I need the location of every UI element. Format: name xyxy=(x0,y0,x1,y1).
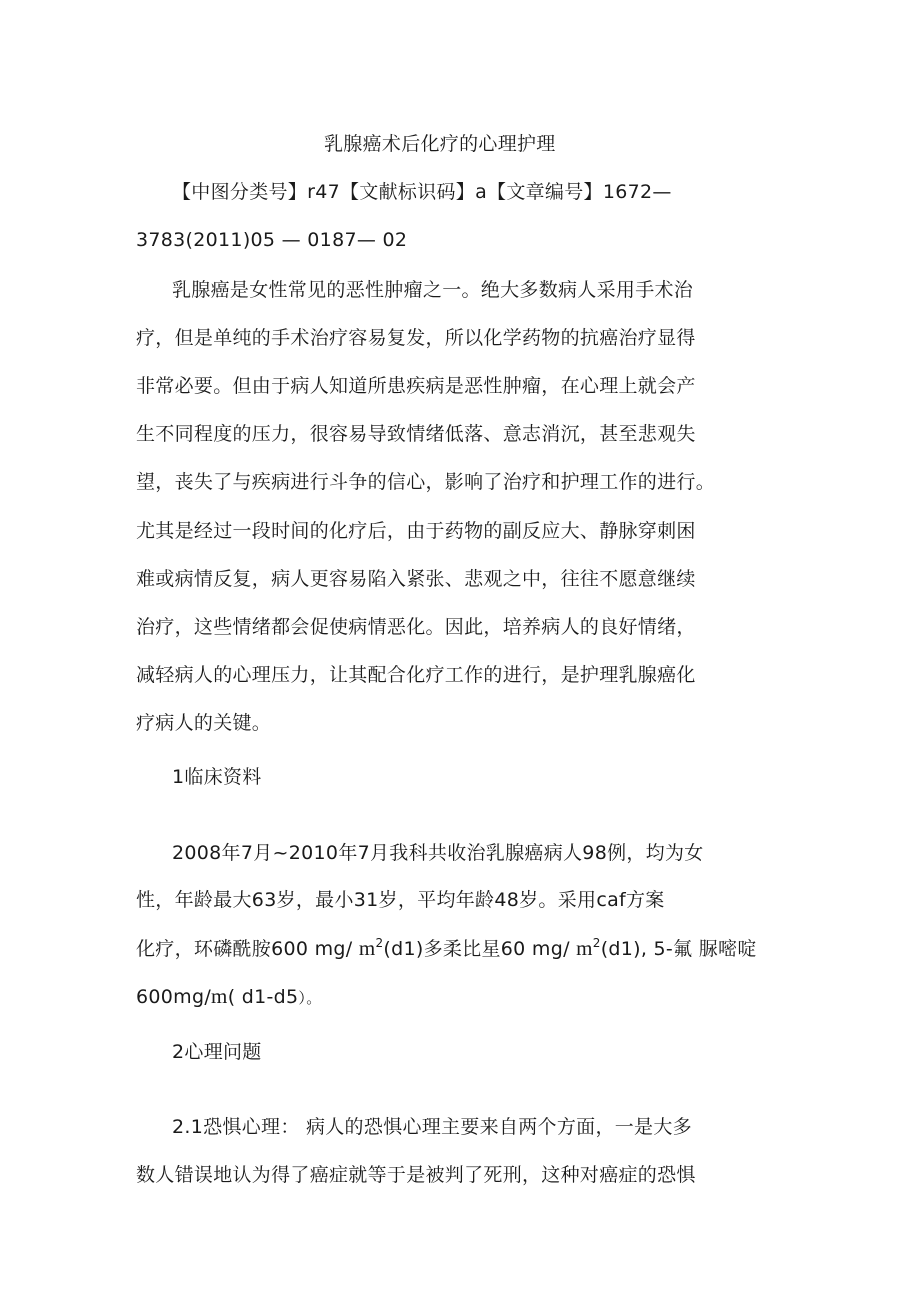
dosage-text: ）。 xyxy=(298,989,322,1007)
superscript: 2 xyxy=(375,936,384,950)
intro-paragraph-line: 疗病人的关键。 xyxy=(136,712,272,734)
unit-m: m xyxy=(358,936,376,960)
clinical-data-line: 性，年龄最大63岁，最小31岁，平均年龄48岁。采用caf方案 xyxy=(136,889,665,911)
intro-paragraph-line: 减轻病人的心理压力，让其配合化疗工作的进行，是护理乳腺癌化 xyxy=(136,664,696,686)
classification-line-1: 【中图分类号】r47【文献标识码】a【文章编号】1672— xyxy=(172,181,672,203)
dosage-text: (d1), 5-氟 脲嘧啶 xyxy=(600,938,757,960)
dosage-text: 600mg/ xyxy=(136,986,212,1008)
intro-paragraph-line: 望，丧失了与疾病进行斗争的信心，影响了治疗和护理工作的进行。 xyxy=(136,471,716,493)
unit-m: m xyxy=(576,936,593,960)
classification-line-2: 3783(2011)05 — 0187— 02 xyxy=(136,229,408,251)
intro-paragraph-line: 生不同程度的压力，很容易导致情绪低落、意志消沉，甚至悲观失 xyxy=(136,423,696,445)
intro-paragraph-line: 治疗，这些情绪都会促使病情恶化。因此，培养病人的良好情绪， xyxy=(136,616,696,638)
dosage-text: ( d1-d5 xyxy=(227,986,299,1008)
section-heading-psychological-problems: 2心理问题 xyxy=(172,1041,262,1063)
intro-paragraph-line: 难或病情反复，病人更容易陷入紧张、悲观之中，往往不愿意继续 xyxy=(136,568,696,590)
section-heading-clinical-data: 1临床资料 xyxy=(172,766,262,788)
fear-psychology-line: 数人错误地认为得了癌症就等于是被判了死刑，这种对癌症的恐惧 xyxy=(136,1164,696,1186)
intro-paragraph-line: 尤其是经过一段时间的化疗后，由于药物的副反应大、静脉穿刺困 xyxy=(136,520,696,542)
unit-m: m xyxy=(211,984,228,1008)
dosage-text: 化疗，环磷酰胺600 mg/ xyxy=(136,938,359,960)
intro-paragraph-line: 乳腺癌是女性常见的恶性肿瘤之一。绝大多数病人采用手术治 xyxy=(172,279,694,301)
intro-paragraph-line: 非常必要。但由于病人知道所患疾病是恶性肿瘤，在心理上就会产 xyxy=(136,375,696,397)
clinical-data-line-dosage xyxy=(136,935,757,962)
document-title: 乳腺癌术后化疗的心理护理 xyxy=(324,133,556,155)
clinical-data-line: 2008年7月~2010年7月我科共收治乳腺癌病人98例，均为女 xyxy=(172,842,704,864)
fear-psychology-line: 2.1恐惧心理： 病人的恐惧心理主要来自两个方面，一是大多 xyxy=(172,1116,692,1138)
clinical-data-line-dosage xyxy=(136,983,322,1011)
dosage-text: (d1)多柔比星60 mg/ xyxy=(383,938,577,960)
intro-paragraph-line: 疗，但是单纯的手术治疗容易复发，所以化学药物的抗癌治疗显得 xyxy=(136,327,696,349)
superscript: 2 xyxy=(592,936,601,950)
